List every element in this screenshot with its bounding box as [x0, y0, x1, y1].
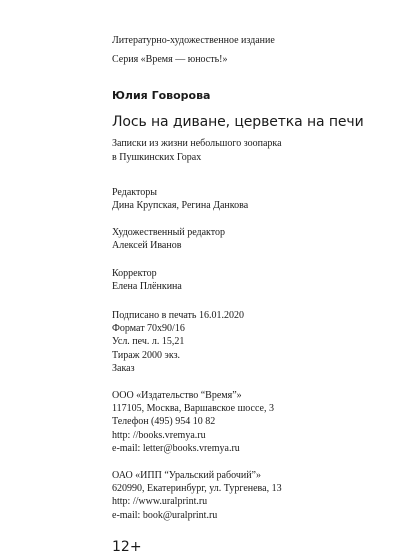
- printer-email[interactable]: e-mail: book@uralprint.ru: [112, 509, 218, 521]
- publisher-email[interactable]: e-mail: letter@books.vremya.ru: [112, 442, 240, 454]
- publisher-line: ООО «Издательство “Время”»: [112, 390, 242, 402]
- subtitle-line: Записки из жизни небольшого зоопарка: [112, 138, 282, 150]
- imprint-line: Подписано в печать 16.01.2020: [112, 310, 244, 322]
- publisher-line: 117105, Москва, Варшавское шоссе, 3: [112, 403, 274, 415]
- publisher-line: Телефон (495) 954 10 82: [112, 416, 216, 428]
- credit-names: Алексей Иванов: [112, 240, 182, 252]
- colophon-page: [112, 34, 402, 555]
- imprint-line: Тираж 2000 экз.: [112, 349, 181, 361]
- imprint-line: Заказ: [112, 362, 135, 374]
- printer-line: ОАО «ИПП “Уральский рабочий”»: [112, 470, 261, 482]
- credit-names: Елена Плёнкина: [112, 280, 182, 292]
- printer-block: [112, 469, 402, 522]
- credit-proofreader: [112, 267, 402, 293]
- book-title: Лось на диване, церветка на печи: [112, 114, 364, 131]
- printer-url[interactable]: http: //www.uralprint.ru: [112, 496, 208, 508]
- edition-type: Литературно-художественное издание: [112, 35, 275, 46]
- publisher-url[interactable]: http: //books.vremya.ru: [112, 429, 206, 441]
- age-rating-badge: 12+: [112, 538, 142, 555]
- printer-line: 620990, Екатеринбург, ул. Тургенева, 13: [112, 483, 282, 495]
- series-name: Серия «Время — юность!»: [112, 54, 228, 66]
- credit-role: Редакторы: [112, 186, 157, 198]
- credit-art-editor: [112, 226, 402, 252]
- series-block: [112, 34, 402, 66]
- book-subtitle: [112, 137, 402, 163]
- imprint-line: Усл. печ. л. 15,21: [112, 336, 185, 348]
- credit-role: Корректор: [112, 267, 157, 279]
- subtitle-line: в Пушкинских Горах: [112, 151, 202, 163]
- credit-editors: [112, 186, 402, 212]
- imprint-line: Формат 70х90/16: [112, 323, 185, 335]
- publisher-block: [112, 389, 402, 455]
- credit-role: Художественный редактор: [112, 227, 225, 239]
- author-name: Юлия Говорова: [112, 89, 211, 103]
- credit-names: Дина Крупская, Регина Данкова: [112, 200, 249, 212]
- imprint-block: [112, 309, 402, 375]
